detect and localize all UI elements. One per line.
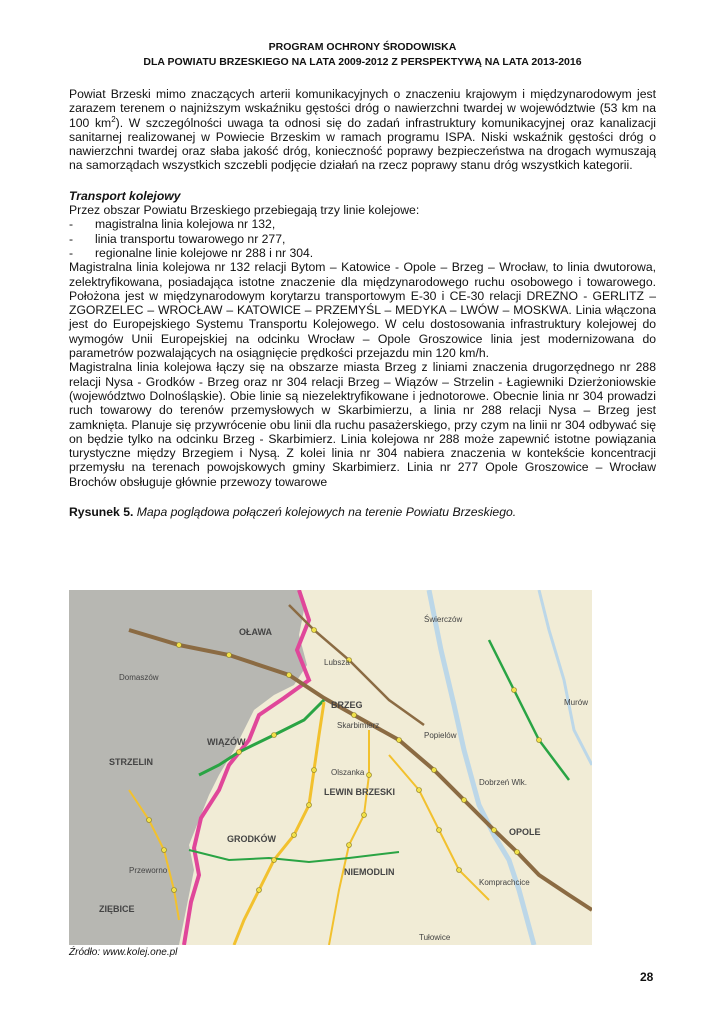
- label-lewin: LEWIN BRZESKI: [324, 787, 395, 797]
- section-heading: Transport kolejowy: [69, 188, 181, 203]
- header-line-2: DLA POWIATU BRZESKIEGO NA LATA 2009-2012 Z PERSPEKTYWĄ NA LATA 2013-2016: [143, 56, 582, 68]
- label-przeworno: Przeworno: [129, 866, 168, 875]
- header-line-1: PROGRAM OCHRONY ŚRODOWISKA: [268, 41, 457, 53]
- label-komprachcice: Komprachcice: [479, 878, 530, 887]
- label-popielow: Popielów: [424, 731, 457, 740]
- document-body: [69, 87, 656, 519]
- list-item: - linia transportu towarowego nr 277,: [69, 232, 656, 246]
- list-item: - magistralna linia kolejowa nr 132,: [69, 217, 656, 231]
- label-lubsza: Lubsza: [324, 658, 350, 667]
- label-ziebice: ZIĘBICE: [99, 904, 135, 914]
- label-skarbimierz: Skarbimierz: [337, 721, 380, 730]
- label-grodkow: GRODKÓW: [227, 834, 276, 844]
- label-wiazow: WIĄZÓW: [207, 737, 246, 747]
- label-brzeg: BRZEG: [331, 700, 363, 710]
- label-tulowice: Tułowice: [419, 933, 451, 942]
- label-dobrzen: Dobrzeń Wlk.: [479, 778, 528, 787]
- intro-paragraph: Powiat Brzeski mimo znaczących arterii komunikacyjnych o znaczeniu krajowym i międzynarodowym jest zarazem terenem o najniższym wskaźniku gęstości dróg o nawierzchni twardej w województwie (53 km na 100 $km^2$). W szczególności uwaga ta odnosi się do zadań infrastruktury komunikacyjnej oraz kanalizacji sanitarnej realizowanej w Powiecie Brzeskim w ramach programu ISPA. Niski wskaźnik gęstości dróg o nawierzchni twardej oraz słaba jakość dróg, konieczność poprawy bezpieczeństwa na drogach wymuszają na samorządach wszystkich szczebli podjęcie działań na rzecz poprawy stanu dróg wszystkich kategorii.: [69, 87, 656, 173]
- label-domaszow: Domaszów: [119, 673, 159, 682]
- figure-source: Źródło: www.kolej.one.pl: [69, 947, 178, 958]
- label-strzelin: STRZELIN: [109, 757, 153, 767]
- label-murow: Murów: [564, 698, 589, 707]
- railway-map: [69, 590, 592, 945]
- figure-caption: Rysunek 5. Mapa poglądowa połączeń kolejowych na terenie Powiatu Brzeskiego.: [69, 505, 517, 520]
- list-item: - regionalne linie kolejowe nr 288 i nr 304.: [69, 246, 656, 260]
- label-opole: OPOLE: [509, 827, 541, 837]
- paragraph-line-132: Magistralna linia kolejowa nr 132 relacji Bytom – Katowice - Opole – Brzeg – Wrocław, to linia dwutorowa, zelektryfikowana, posiadająca istotne znaczenie dla międzynarodowego ruchu osobowego i towarowego. Położona jest w międzynarodowym korytarzu transportowym E-30 i CE-30 relacji DREZNO - GERLITZ – ZGORZELEC – WROCŁAW – KATOWICE – PRZEMYŚL – MEDYKA – LWÓW – MOSKWA. Linia włączona jest do Europejskiego Systemu Transportu Kolejowego. W celu dostosowania infrastruktury kolejowej do wymogów Unii Europejskiej na odcinku Wrocław – Opole Groszowice linia jest modernizowana do parametrów pozwalających na osiągnięcie prędkości przejazdu min 120 km/h.: [69, 260, 656, 361]
- label-olszanka: Olszanka: [331, 768, 365, 777]
- railway-map-svg: [69, 590, 592, 945]
- label-niemodlin: NIEMODLIN: [344, 867, 395, 877]
- label-olawa: OŁAWA: [239, 627, 272, 637]
- page-header: [0, 40, 725, 70]
- section-lead: Przez obszar Powiatu Brzeskiego przebiegają trzy linie kolejowe:: [69, 203, 420, 218]
- label-swierczow: Świerczów: [424, 615, 463, 624]
- page-number: 28: [640, 970, 654, 984]
- paragraph-secondary-lines: Magistralna linia kolejowa łączy się na obszarze miasta Brzeg z liniami znaczenia drugorzędnego nr 288 relacji Nysa - Grodków - Brzeg oraz nr 304 relacji Brzeg – Wiązów – Strzelin - Łagiewniki Dzierżoniowskie (województwo Dolnośląskie). Obie linie są niezelektryfikowane i jednotorowe. Obecnie linia nr 304 prowadzi ruch towarowy do terenów przemysłowych w Skarbimierzu, a linia nr 288 relacji Nysa – Brzeg jest zamknięta. Planuje się przywrócenie obu linii dla ruchu pasażerskiego, przy czym na linii nr 304 odbywać się on będzie tylko na odcinku Brzeg - Skarbimierz. Linia kolejowa nr 288 może zapewnić istotne powiązania turystyczne między Brzegiem i Nysą. Z kolei linia nr 304 nabiera znaczenia w kontekście koncentracji przemysłu na terenach powojskowych gminy Skarbimierz. Linia nr 277 Opole Groszowice – Wrocław Brochów obsługuje głównie przewozy towarowe: [69, 360, 656, 489]
- railway-lines-list: [69, 217, 656, 260]
